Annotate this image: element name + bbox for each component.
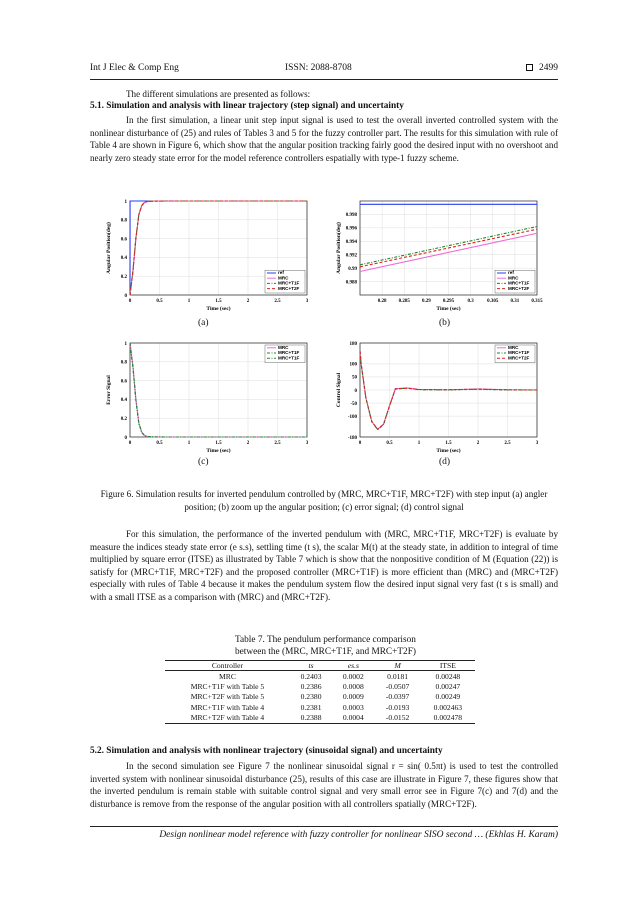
table-cell: -0.0397 [385, 692, 410, 702]
x-tick-label: 2 [246, 441, 250, 446]
y-tick-label: 50 [352, 375, 357, 381]
table-header-row [165, 661, 475, 671]
legend-entry: MRC+T2F [278, 285, 300, 291]
paragraph-2: For this simulation, the performance of the inverted pendulum with (MRC, MRC+T1F, MRC+T2F) is evaluate by measure the indices steady state error (e s.s), settling time (t s), the scalar M(t) at the steady state, in addition to integral of time multiplied by square error (ITSE) as illustrated by Table 7 which is show that the nonpositive condition of M (Equation (22)) is satisfy for (MRC+T1F, MRC+T2F) and the proposed controller (MRC+T1F) is more efficient than (MRC) and (MRC+T2F) especially with rules of Table 4 because it makes the pendulum system flow the desired input signal very fast (t s is small) and with a small ITSE as a comparison with (MRC) and (MRC+T2F). [90, 529, 558, 602]
table-row [165, 681, 475, 692]
table-header [332, 661, 374, 671]
x-tick-label: 0.315 [531, 299, 543, 304]
y-tick-label: 0.6 [120, 237, 127, 243]
chart-svg [335, 195, 545, 315]
legend-entry: ref [278, 270, 284, 276]
y-tick-label: 0.4 [120, 398, 127, 404]
sub-label-c: (c) [198, 457, 209, 467]
table-cell: 0.002478 [421, 713, 475, 724]
table-cell: 0.2386 [300, 681, 322, 691]
x-tick-label: 0.28 [377, 299, 387, 304]
y-tick-label: 0.2 [120, 417, 127, 422]
table-header [290, 661, 332, 671]
x-tick-label: 2.5 [504, 441, 511, 446]
y-axis-label: Error Signal [106, 375, 112, 405]
table-header: ITSE [421, 661, 475, 671]
x-tick-label: 1 [187, 299, 191, 304]
x-tick-label: 1.5 [215, 299, 222, 304]
legend-entry: MRC+T1F [508, 280, 530, 286]
x-tick-label: 1.5 [445, 441, 452, 446]
table-header [374, 661, 420, 671]
y-tick-label: 0 [354, 388, 357, 394]
legend-entry: ref [508, 270, 514, 276]
table-7 [165, 660, 475, 724]
journal-name: Int J Elec & Comp Eng [90, 63, 179, 73]
y-axis-label: Control Signal [336, 372, 342, 408]
section-5-1-title: 5.1. Simulation and analysis with linear trajectory (step signal) and uncertainty [90, 101, 404, 111]
x-tick-label: 0 [128, 299, 132, 304]
chart-c [105, 337, 315, 457]
x-tick-label: 0.3 [467, 299, 474, 304]
chart-svg [105, 337, 315, 457]
y-tick-label: 0.8 [120, 218, 127, 224]
x-axis-label: Time (sec) [206, 448, 231, 454]
x-tick-label: 3 [305, 441, 309, 446]
table-row [165, 692, 475, 703]
y-tick-label: 0.6 [120, 379, 127, 385]
table-cell: 0.0004 [332, 713, 374, 724]
table-cell: 0.2381 [300, 702, 322, 712]
table-cell: 0.00248 [435, 671, 461, 681]
y-tick-label: 0.996 [345, 226, 357, 232]
x-tick-label: 0.5 [386, 441, 393, 446]
legend-entry: MRC+T1F [508, 350, 530, 356]
y-tick-label: -180 [347, 435, 357, 441]
x-tick-label: 2.5 [274, 441, 281, 446]
legend-entry: MRC [278, 345, 289, 350]
x-tick-label: 0.305 [487, 299, 499, 304]
y-tick-label: 0.2 [120, 275, 127, 280]
table-cell: 0.2388 [290, 713, 332, 724]
x-tick-label: 2 [476, 441, 480, 446]
page-number [526, 63, 558, 73]
intro-line: The different simulations are presented as follows: [126, 89, 311, 99]
table-cell: MRC+T1F with Table 5 [190, 681, 265, 691]
y-tick-label: 0 [124, 293, 127, 299]
paragraph-3: In the second simulation see Figure 7 the nonlinear sinusoidal signal r = sin( 0.5πt) is used to test the controlled inverted system with nonlinear sinusoidal disturbance (25), results of this case are illustrate in Figure 7, these figures show that the inverted pendulum is remain stable with suitable control signal and very small error see in Figure 7(c) and 7(d) and the disturbance is remove from the response of the angular position with all controllers spatially (MRC+T2F). [90, 761, 558, 809]
y-axis-label: Angular Position(deg) [106, 222, 112, 274]
y-tick-label: 0.988 [345, 280, 357, 286]
y-tick-label: -100 [347, 414, 357, 420]
y-tick-label: 0.998 [345, 213, 357, 219]
x-tick-label: 0 [358, 441, 362, 446]
legend-entry: MRC+T1F [278, 355, 300, 361]
table-row [165, 671, 475, 682]
legend-entry: MRC [508, 345, 519, 350]
legend-entry: MRC+T1F [278, 280, 300, 286]
table-cell: 0.0181 [387, 671, 409, 681]
table-cell: MRC [219, 671, 236, 681]
x-tick-label: 1.5 [215, 441, 222, 446]
y-tick-label: 180 [349, 341, 357, 347]
legend-entry: MRC+T2F [508, 355, 530, 361]
table-cell: 0.0009 [342, 692, 364, 702]
y-axis-label: Angular Position(deg) [336, 222, 342, 274]
x-tick-label: 0.31 [510, 299, 520, 304]
x-axis-label: Time (sec) [436, 306, 461, 312]
table-header: Controller [165, 661, 290, 671]
chart-d [335, 337, 545, 457]
legend-entry: MRC [278, 275, 289, 281]
x-tick-label: 3 [305, 299, 309, 304]
x-tick-label: 2.5 [274, 299, 281, 304]
table-cell: -0.0152 [374, 713, 420, 724]
y-tick-label: 0.992 [345, 253, 357, 259]
table-cell: 0.2380 [300, 692, 322, 702]
table-cell: 0.002463 [433, 702, 463, 712]
issn: ISSN: 2088-8708 [285, 63, 352, 73]
x-tick-label: 0.295 [442, 299, 455, 304]
y-tick-label: 100 [349, 362, 357, 368]
page-number-text: 2499 [539, 63, 558, 73]
y-tick-label: 1 [124, 341, 127, 347]
table-cell: -0.0507 [385, 681, 410, 691]
table-row [165, 702, 475, 713]
x-axis-label: Time (sec) [436, 448, 461, 454]
sub-label-d: (d) [439, 457, 451, 467]
table-cell: MRC+T2F with Table 4 [165, 713, 290, 724]
y-tick-label: 0.4 [120, 256, 127, 262]
table-cell: 0.2403 [300, 671, 322, 681]
legend-entry: MRC+T2F [508, 285, 530, 291]
header-m: M [394, 661, 401, 670]
page-footer: Design nonlinear model reference with fuzzy controller for nonlinear SISO second … (Ekhlas H. Karam) [159, 830, 558, 840]
paragraph-1: In the first simulation, a linear unit step input signal is used to test the overall inverted controlled system with the nonlinear disturbance of (25) and rules of Tables 3 and 5 for the fuzzy controller part. The results for this simulation with rule of Table 4 are shown in Figure 6, which show that the angular position tracking fairly good the desired input with no overshoot and nearly zero steady state error for the model reference controllers espatially with type-1 fuzzy scheme. [90, 115, 558, 163]
x-tick-label: 0 [128, 441, 132, 446]
square-icon [526, 64, 533, 71]
legend-entry: MRC+T1F [278, 350, 300, 356]
x-tick-label: 2 [246, 299, 250, 304]
x-tick-label: 0.5 [156, 299, 163, 304]
sub-label-b: (b) [439, 318, 451, 328]
y-tick-label: 0.99 [348, 266, 357, 272]
footer-rule [90, 826, 558, 827]
x-tick-label: 1 [417, 441, 421, 446]
y-tick-label: 1 [124, 199, 127, 205]
sub-label-a: (a) [198, 318, 209, 328]
x-tick-label: 0.5 [156, 441, 163, 446]
x-axis-label: Time (sec) [206, 306, 231, 312]
x-tick-label: 0.285 [398, 299, 410, 304]
chart-svg [335, 337, 545, 457]
table-7-caption-line-2: between the (MRC, MRC+T1F, and MRC+T2F) [235, 647, 416, 657]
x-tick-label: 1 [187, 441, 191, 446]
table-cell: MRC+T2F with Table 5 [190, 692, 265, 702]
table-7-caption-line-1: Table 7. The pendulum performance comparison [235, 635, 416, 645]
y-tick-label: 0 [124, 435, 127, 441]
table-cell: 0.00247 [435, 681, 461, 691]
table-cell: 0.00249 [435, 692, 461, 702]
chart-b [335, 195, 545, 315]
header-ess: es.s [347, 661, 359, 670]
legend-entry: MRC [508, 275, 519, 281]
x-tick-label: 0.29 [422, 299, 431, 304]
table-cell: 0.0002 [342, 671, 364, 681]
table-cell: -0.0193 [385, 702, 410, 712]
header-ts: ts [308, 661, 314, 670]
y-tick-label: -50 [350, 401, 357, 407]
table-cell: 0.0008 [342, 681, 364, 691]
chart-svg [105, 195, 315, 315]
y-tick-label: 0.994 [345, 240, 357, 246]
table-cell: 0.0003 [342, 702, 364, 712]
figure-6-caption: Figure 6. Simulation results for inverted pendulum controlled by (MRC, MRC+T1F, MRC+T2F) with step input (a) angler position; (b) zoom up the angular position; (c) error signal; (d) control signal [100, 489, 548, 512]
table-cell: MRC+T1F with Table 4 [190, 702, 265, 712]
y-tick-label: 0.8 [120, 360, 127, 366]
chart-a [105, 195, 315, 315]
table-row [165, 713, 475, 724]
header-rule [90, 79, 558, 80]
x-tick-label: 3 [535, 441, 539, 446]
section-5-2-title: 5.2. Simulation and analysis with nonlinear trajectory (sinusoidal signal) and uncertainty [90, 746, 443, 756]
